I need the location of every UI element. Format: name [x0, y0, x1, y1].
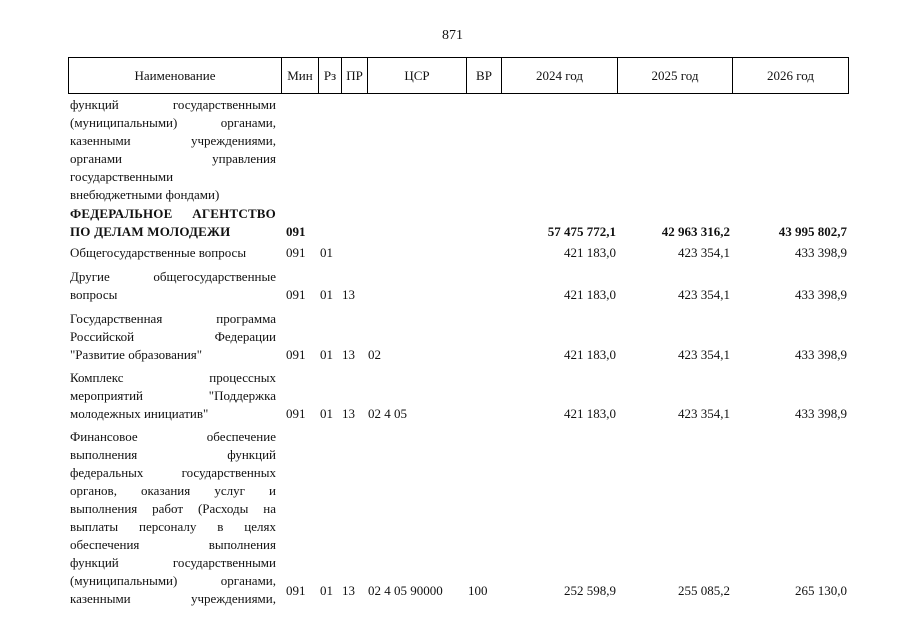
- cell-rz: 01: [320, 406, 333, 421]
- cell-rz: 01: [320, 287, 333, 302]
- cell-min: 091: [286, 583, 306, 598]
- header-vr: ВР: [467, 58, 502, 93]
- cell-min: 091: [286, 347, 306, 362]
- row-name: Другие общегосударственные вопросы: [70, 269, 276, 302]
- cell-2026: 433 398,9: [795, 287, 847, 302]
- page-number: 871: [442, 28, 463, 43]
- table-header: [68, 57, 849, 94]
- cell-min: 091: [286, 245, 306, 260]
- cell-csr: 02 4 05 90000: [368, 583, 443, 598]
- cell-2026: 43 995 802,7: [778, 224, 847, 239]
- cell-2025: 255 085,2: [678, 583, 730, 598]
- cell-vr: 100: [468, 583, 488, 598]
- cell-2024: 421 183,0: [564, 245, 616, 260]
- cell-rz: 01: [320, 583, 333, 598]
- cell-2025: 423 354,1: [678, 245, 730, 260]
- cell-csr: 02: [368, 347, 381, 362]
- row-name: Общегосударственные вопросы: [70, 245, 247, 260]
- cell-2025: 423 354,1: [678, 406, 730, 421]
- cell-2025: 423 354,1: [678, 287, 730, 302]
- cell-2026: 433 398,9: [795, 406, 847, 421]
- header-min: Мин: [282, 58, 319, 93]
- header-2026: 2026 год: [767, 67, 814, 83]
- row-name: ФЕДЕРАЛЬНОЕ АГЕНТСТВО ПО ДЕЛАМ МОЛОДЕЖИ: [70, 206, 276, 239]
- cell-min: 091: [286, 287, 306, 302]
- header-csr: ЦСР: [368, 58, 467, 93]
- cell-2025: 423 354,1: [678, 347, 730, 362]
- header-2024: 2024 год: [502, 58, 618, 93]
- cell-csr: 02 4 05: [368, 406, 407, 421]
- cell-pr: 13: [342, 583, 355, 598]
- cell-2026: 265 130,0: [795, 583, 847, 598]
- cell-2024: 57 475 772,1: [547, 224, 616, 239]
- cell-2024: 421 183,0: [564, 347, 616, 362]
- cell-2026: 433 398,9: [795, 347, 847, 362]
- header-pr: ПР: [342, 58, 368, 93]
- cell-2024: 421 183,0: [564, 287, 616, 302]
- cell-rz: 01: [320, 347, 333, 362]
- cell-2024: 421 183,0: [564, 406, 616, 421]
- cell-pr: 13: [342, 406, 355, 421]
- header-name: Наименование: [69, 58, 282, 93]
- header-2025: 2025 год: [618, 58, 733, 93]
- row-name: функций государственными (муниципальными) органами, казенными учреждениями, органами управления государственными внебюджетными фондами): [70, 97, 276, 202]
- cell-2026: 433 398,9: [795, 245, 847, 260]
- cell-2024: 252 598,9: [564, 583, 616, 598]
- cell-pr: 13: [342, 287, 355, 302]
- cell-min: 091: [286, 224, 306, 239]
- cell-min: 091: [286, 406, 306, 421]
- row-name: Комплекс процессных мероприятий "Поддержка молодежных инициатив": [70, 370, 276, 421]
- cell-pr: 13: [342, 347, 355, 362]
- header-rz: Рз: [319, 58, 342, 93]
- cell-rz: 01: [320, 245, 333, 260]
- row-name: Финансовое обеспечение выполнения функций федеральных государственных органов, оказания услуг и выполнения работ (Расходы на выплаты персоналу в целях обеспечения выполнения функций государственными (муниципальными) органами, казенными учреждениями,: [70, 429, 276, 606]
- row-name: Государственная программа Российской Федерации "Развитие образования": [70, 311, 276, 362]
- cell-2025: 42 963 316,2: [661, 224, 730, 239]
